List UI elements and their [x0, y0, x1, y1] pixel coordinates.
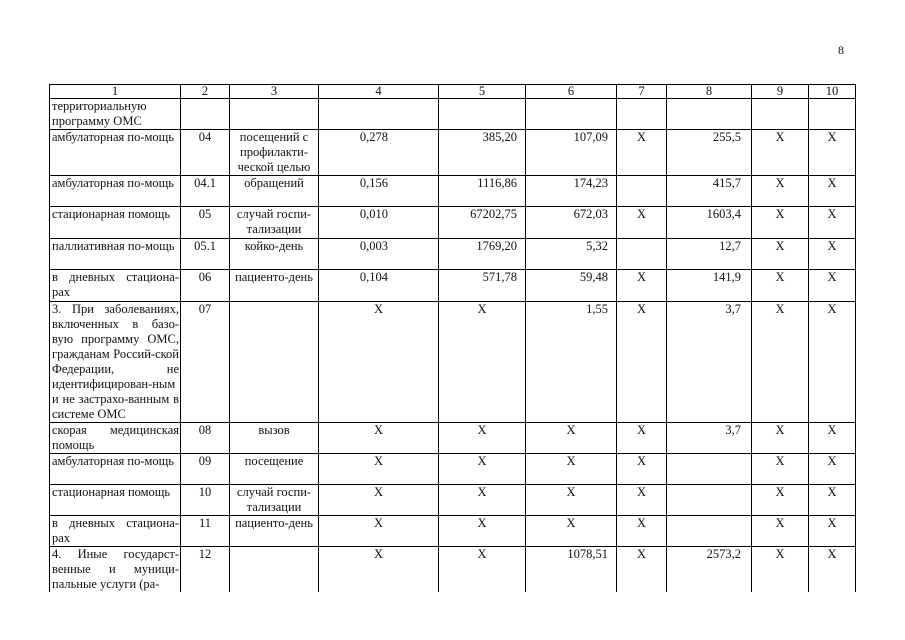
column-header: 10	[809, 85, 856, 99]
cell-code: 09	[181, 454, 230, 485]
cell-name: 3. При заболеваниях, включенных в базо-вую программу ОМС, гражданам Россий-ской Федерации, не идентифицирован-ным и не застрахо-ванным в системе ОМС	[50, 302, 181, 423]
cell-c8	[667, 99, 752, 130]
cell-code: 10	[181, 485, 230, 516]
header-row	[50, 85, 856, 99]
cell-name: амбулаторная по-мощь	[50, 130, 181, 176]
cell-c6: X	[526, 485, 617, 516]
cell-name: стационарная помощь	[50, 485, 181, 516]
cell-unit: посещение	[230, 454, 319, 485]
cell-c6: 107,09	[526, 130, 617, 176]
cell-code: 07	[181, 302, 230, 423]
cell-c10: X	[809, 239, 856, 270]
cell-c4: 0,104	[319, 270, 439, 302]
table-row	[50, 239, 856, 270]
cell-c7: X	[617, 130, 667, 176]
table-row	[50, 302, 856, 423]
cell-c9: X	[752, 423, 809, 454]
cell-name: амбулаторная по-мощь	[50, 454, 181, 485]
cell-c7: X	[617, 302, 667, 423]
cell-unit: пациенто-день	[230, 516, 319, 547]
table-row	[50, 99, 856, 130]
cell-c6	[526, 99, 617, 130]
column-header: 8	[667, 85, 752, 99]
cell-code	[181, 99, 230, 130]
cell-c10: X	[809, 176, 856, 207]
cell-c5: 571,78	[439, 270, 526, 302]
cell-c6: 672,03	[526, 207, 617, 239]
table-row	[50, 423, 856, 454]
cell-code: 08	[181, 423, 230, 454]
cell-c10: X	[809, 423, 856, 454]
cell-c8: 2573,2	[667, 547, 752, 593]
cell-c6: X	[526, 454, 617, 485]
cell-c7: X	[617, 270, 667, 302]
cell-c7: X	[617, 454, 667, 485]
cell-c7	[617, 99, 667, 130]
cell-c5: X	[439, 454, 526, 485]
cell-c10: X	[809, 454, 856, 485]
cell-c8: 1603,4	[667, 207, 752, 239]
cell-name: территориальную программу ОМС	[50, 99, 181, 130]
cell-c4: 0,156	[319, 176, 439, 207]
cell-c10: X	[809, 485, 856, 516]
column-header: 2	[181, 85, 230, 99]
cell-unit: обращений	[230, 176, 319, 207]
cell-unit	[230, 547, 319, 593]
cell-c4: X	[319, 423, 439, 454]
cell-c9: X	[752, 176, 809, 207]
cell-c8: 415,7	[667, 176, 752, 207]
cell-unit: вызов	[230, 423, 319, 454]
cell-c6: 59,48	[526, 270, 617, 302]
cell-unit: случай госпи-тализации	[230, 485, 319, 516]
cell-code: 12	[181, 547, 230, 593]
cell-c8	[667, 516, 752, 547]
column-header: 7	[617, 85, 667, 99]
cell-c7: X	[617, 485, 667, 516]
cell-c5: X	[439, 516, 526, 547]
column-header: 9	[752, 85, 809, 99]
cell-code: 04.1	[181, 176, 230, 207]
cell-c9: X	[752, 454, 809, 485]
column-header: 4	[319, 85, 439, 99]
cell-c5: 385,20	[439, 130, 526, 176]
cell-c7: X	[617, 547, 667, 593]
cell-c4	[319, 99, 439, 130]
cell-c9: X	[752, 547, 809, 593]
cell-name: стационарная помощь	[50, 207, 181, 239]
cell-c5: 67202,75	[439, 207, 526, 239]
cell-c8	[667, 485, 752, 516]
cell-c9: X	[752, 270, 809, 302]
cell-name: в дневных стациона-рах	[50, 516, 181, 547]
cell-c8	[667, 454, 752, 485]
cell-c9: X	[752, 239, 809, 270]
table-row	[50, 516, 856, 547]
cell-c6: X	[526, 516, 617, 547]
cell-name: амбулаторная по-мощь	[50, 176, 181, 207]
table-row	[50, 130, 856, 176]
cell-c7: X	[617, 423, 667, 454]
cell-c6: X	[526, 423, 617, 454]
cell-c9: X	[752, 207, 809, 239]
cell-c7: X	[617, 207, 667, 239]
cell-code: 04	[181, 130, 230, 176]
cell-c9: X	[752, 130, 809, 176]
cell-c4: X	[319, 516, 439, 547]
cell-c5: X	[439, 485, 526, 516]
cell-unit	[230, 99, 319, 130]
cell-code: 11	[181, 516, 230, 547]
cell-c10: X	[809, 547, 856, 593]
cell-code: 06	[181, 270, 230, 302]
cell-unit: койко-день	[230, 239, 319, 270]
cell-c10: X	[809, 516, 856, 547]
cell-c9: X	[752, 302, 809, 423]
table-row	[50, 176, 856, 207]
table-row	[50, 485, 856, 516]
cell-unit: пациенто-день	[230, 270, 319, 302]
cell-c8: 141,9	[667, 270, 752, 302]
cell-name: паллиативная по-мощь	[50, 239, 181, 270]
cell-c8: 3,7	[667, 302, 752, 423]
cell-code: 05	[181, 207, 230, 239]
column-header: 3	[230, 85, 319, 99]
cell-c9	[752, 99, 809, 130]
cell-name: в дневных стациона-рах	[50, 270, 181, 302]
cell-c8: 12,7	[667, 239, 752, 270]
column-header: 5	[439, 85, 526, 99]
cell-c8: 255,5	[667, 130, 752, 176]
cell-c5: 1116,86	[439, 176, 526, 207]
cell-c4: 0,278	[319, 130, 439, 176]
cell-c10	[809, 99, 856, 130]
column-header: 6	[526, 85, 617, 99]
table-row	[50, 547, 856, 593]
cell-unit: случай госпи-тализации	[230, 207, 319, 239]
cell-c6: 1078,51	[526, 547, 617, 593]
cell-c5: 1769,20	[439, 239, 526, 270]
cell-c4: X	[319, 302, 439, 423]
cell-c6: 174,23	[526, 176, 617, 207]
cell-c5: X	[439, 547, 526, 593]
column-header: 1	[50, 85, 181, 99]
data-table	[49, 84, 856, 592]
cell-c5	[439, 99, 526, 130]
table-row	[50, 207, 856, 239]
cell-c10: X	[809, 302, 856, 423]
table-row	[50, 270, 856, 302]
cell-c6: 5,32	[526, 239, 617, 270]
cell-c4: X	[319, 454, 439, 485]
cell-unit	[230, 302, 319, 423]
cell-c4: X	[319, 547, 439, 593]
cell-code: 05.1	[181, 239, 230, 270]
cell-c7: X	[617, 516, 667, 547]
page-number: 8	[838, 43, 844, 57]
cell-c4: X	[319, 485, 439, 516]
cell-c8: 3,7	[667, 423, 752, 454]
cell-c10: X	[809, 207, 856, 239]
cell-c10: X	[809, 130, 856, 176]
cell-c10: X	[809, 270, 856, 302]
cell-c7	[617, 239, 667, 270]
cell-c9: X	[752, 485, 809, 516]
cell-c5: X	[439, 423, 526, 454]
cell-c6: 1,55	[526, 302, 617, 423]
cell-name: скорая медицинская помощь	[50, 423, 181, 454]
cell-c4: 0,010	[319, 207, 439, 239]
cell-c9: X	[752, 516, 809, 547]
table-row	[50, 454, 856, 485]
cell-c5: X	[439, 302, 526, 423]
cell-c7	[617, 176, 667, 207]
cell-unit: посещений с профилакти-ческой целью	[230, 130, 319, 176]
cell-c4: 0,003	[319, 239, 439, 270]
cell-name: 4. Иные государст-венные и муници-пальные услуги (ра-	[50, 547, 181, 593]
